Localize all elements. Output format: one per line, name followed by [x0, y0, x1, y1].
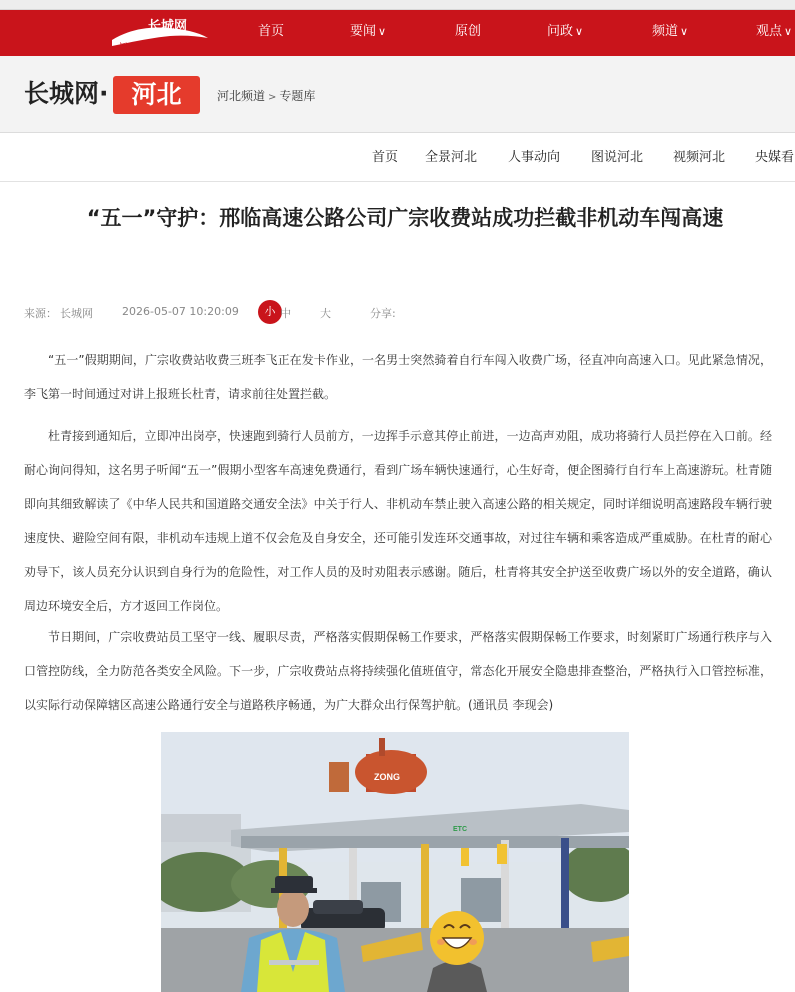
- nav-label: 问政: [547, 24, 574, 39]
- source-label: 来源：: [24, 307, 57, 320]
- breadcrumb: [217, 88, 315, 106]
- site-name[interactable]: 长城网·: [24, 79, 109, 108]
- article-title: “五一”守护：邢临高速公路公司广宗收费站成功拦截非机动车闯高速: [86, 206, 724, 230]
- toll-station-photo: [161, 732, 629, 992]
- nav-label: 原创: [455, 24, 482, 39]
- breadcrumb-separator: >: [268, 92, 277, 103]
- nav-item-inquiry[interactable]: [547, 23, 583, 41]
- subnav-item-central-media[interactable]: 央媒看: [755, 150, 795, 165]
- logo-subtext: hebcw.cn: [120, 42, 141, 48]
- nav-label: 观点: [756, 24, 783, 39]
- subnav-item-personnel[interactable]: 人事动向: [508, 150, 561, 165]
- subnav-item-home[interactable]: 首页: [372, 150, 399, 165]
- nav-item-opinion[interactable]: [756, 23, 792, 41]
- nav-label: 要闻: [350, 24, 377, 39]
- region-badge[interactable]: 河北: [113, 76, 200, 114]
- article-photo: [161, 732, 629, 992]
- article-meta: [24, 300, 784, 326]
- article-paragraph: 节日期间，广宗收费站员工坚守一线、履职尽责，严格落实假期保畅工作要求，严格落实假期保畅工作要求，时刻紧盯广场通行秩序与入口管控防线，全力防范各类安全风险。下一步，广宗收费站点将持续强化值班值守，常态化开展安全隐患排查整治，严格执行入口管控标准，以实际行动保障辖区高速公路通行安全与道路秩序畅通，为广大群众出行保驾护航。(通讯员 李现会): [24, 630, 772, 712]
- nav-item-home[interactable]: [258, 23, 284, 41]
- chevron-down-icon: ∨: [680, 25, 689, 38]
- source-name: 长城网: [60, 307, 93, 320]
- breadcrumb-item-topics[interactable]: 专题库: [279, 89, 316, 103]
- font-size-medium-button[interactable]: 中: [280, 307, 291, 320]
- canopy-etc-sign: ETC: [453, 826, 467, 833]
- logo-text: 长城网: [148, 18, 188, 33]
- subnav-item-panorama[interactable]: 全景河北: [425, 150, 478, 165]
- top-navigation-bar: [0, 10, 795, 56]
- subnav-item-photo[interactable]: 图说河北: [591, 150, 644, 165]
- browser-top-strip: [0, 0, 795, 10]
- chevron-down-icon: ∨: [784, 25, 793, 38]
- nav-label: 首页: [258, 24, 285, 39]
- article-paragraph: “五一”假期期间，广宗收费站收费三班李飞正在发卡作业，一名男士突然骑着自行车闯入收费广场，径直冲向高速入口。见此紧急情况，李飞第一时间通过对讲上报班长杜青，请求前往处置拦截。: [24, 353, 772, 401]
- share-label[interactable]: 分享:: [370, 307, 396, 320]
- logo-icon: [108, 16, 212, 50]
- nav-item-channels[interactable]: [652, 23, 688, 41]
- station-sign-text: ZONG: [374, 772, 400, 782]
- publish-datetime: 2026-05-07 10:20:09: [122, 305, 239, 318]
- chevron-down-icon: ∨: [575, 25, 584, 38]
- site-logo[interactable]: [108, 16, 212, 50]
- nav-item-original[interactable]: [455, 23, 481, 41]
- article-paragraph: 杜青接到通知后，立即冲出岗亭，快速跑到骑行人员前方，一边挥手示意其停止前进，一边高声劝阻，成功将骑行人员拦停在入口前。经耐心询问得知，这名男子听闻“五一”假期小型客车高速免费通行，看到广场车辆快速通行，心生好奇，便企图骑行自行车上高速游玩。杜青随即向其细致解读了《中华人民共和国道路交通安全法》中关于行人、非机动车禁止驶入高速公路的相关规定，同时详细说明高速路段车辆行驶速度快、避险空间有限，非机动车违规上道不仅会危及自身安全，还可能引发连环交通事故，对过往车辆和乘客造成严重威胁。在杜青的耐心劝导下，该人员充分认识到自身行为的危险性，对工作人员的及时劝阻表示感谢。随后，杜青将其安全护送至收费广场以外的安全道路，确认周边环境安全后，方才返回工作岗位。: [24, 429, 772, 613]
- nav-label: 频道: [652, 24, 679, 39]
- nav-item-news[interactable]: [350, 23, 386, 41]
- chevron-down-icon: ∨: [378, 25, 387, 38]
- subnav-item-video[interactable]: 视频河北: [673, 150, 726, 165]
- font-size-small-button[interactable]: 小: [258, 300, 282, 324]
- breadcrumb-item-channel[interactable]: 河北频道: [217, 89, 266, 103]
- font-size-large-button[interactable]: 大: [320, 307, 331, 320]
- channel-subnav: [0, 134, 795, 182]
- channel-header: [0, 56, 795, 133]
